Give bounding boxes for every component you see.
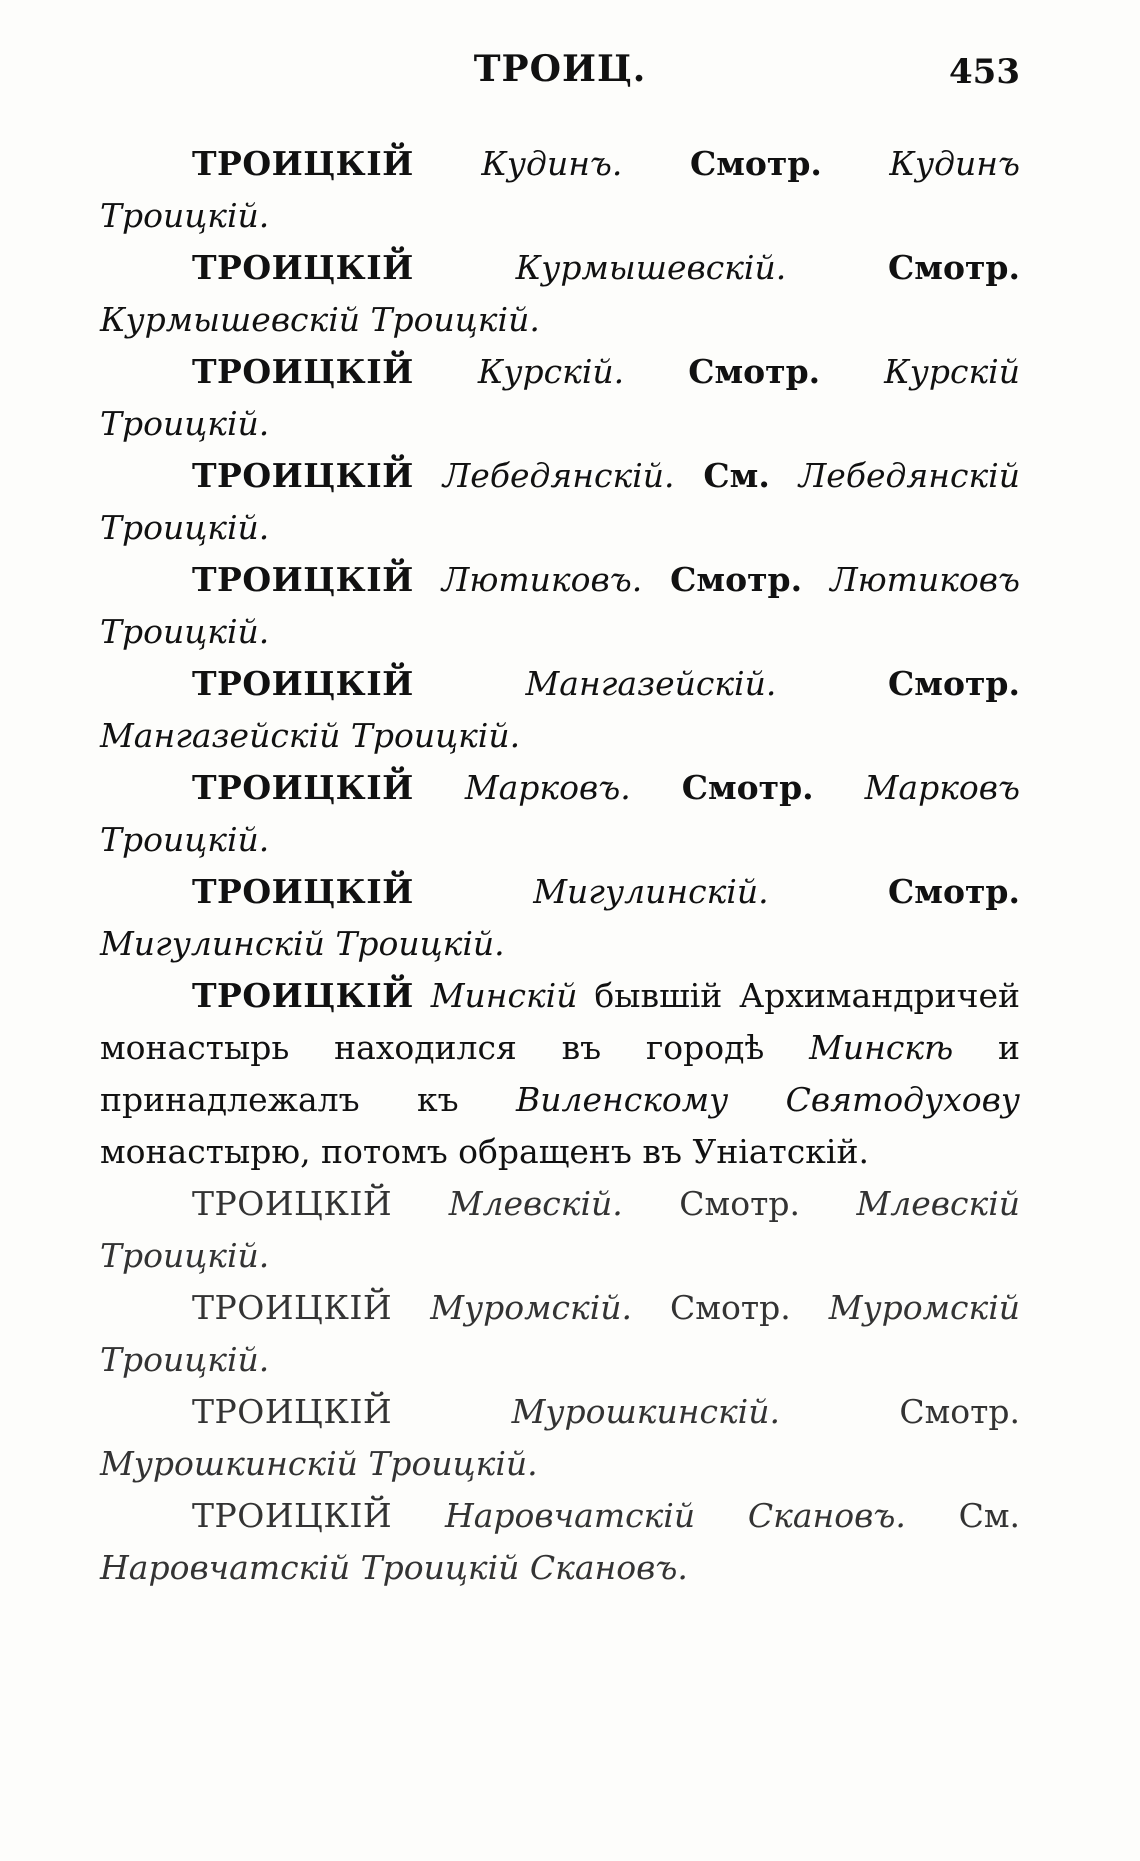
- dictionary-entry: [100, 346, 1020, 450]
- cross-reference-target: Мурошкинскій Троицкій.: [100, 1444, 538, 1483]
- entry-headword: ТРОИЦКІЙ: [192, 352, 414, 391]
- entry-headword: ТРОИЦКІЙ: [192, 1496, 393, 1535]
- running-head: [100, 48, 1020, 108]
- cross-reference-label: Смотр.: [670, 1288, 791, 1327]
- entry-text: бывшій Архимандричей монастырь находился въ городѣ: [100, 976, 1020, 1067]
- entry-name: Кудинъ.: [481, 144, 623, 183]
- cross-reference-label: Смотр.: [888, 872, 1020, 911]
- cross-reference-label: Смотр.: [688, 352, 821, 391]
- entry-headword: ТРОИЦКІЙ: [192, 768, 414, 807]
- cross-reference-label: См.: [958, 1496, 1021, 1535]
- entry-name: Курмышевскій.: [515, 248, 787, 287]
- entry-name: Лебедянскій.: [442, 456, 675, 495]
- entry-name: Мигулинскій.: [533, 872, 769, 911]
- entry-headword: ТРОИЦКІЙ: [192, 144, 414, 183]
- cross-reference-target: Млевскій Троицкій.: [100, 1184, 1021, 1275]
- entry-headword: ТРОИЦКІЙ: [192, 248, 414, 287]
- cross-reference-target: Курмышевскій Троицкій.: [100, 300, 540, 339]
- cross-reference-label: См.: [703, 456, 770, 495]
- cross-reference-label: Смотр.: [888, 248, 1020, 287]
- cross-reference-target: Наровчатскій Троицкій Скановъ.: [100, 1548, 688, 1587]
- entry-headword: ТРОИЦКІЙ: [192, 560, 414, 599]
- entry-name: Млевскій.: [448, 1184, 623, 1223]
- cross-reference-label: Смотр.: [681, 768, 814, 807]
- dictionary-entry-minsky: [100, 970, 1020, 1178]
- entry-name: Минскій: [430, 976, 578, 1015]
- dictionary-entry: [100, 658, 1020, 762]
- cross-reference-target: Лебедянскій Троицкій.: [100, 456, 1020, 547]
- entry-name: Наровчатскій Скановъ.: [444, 1496, 906, 1535]
- cross-reference-label: Смотр.: [670, 560, 803, 599]
- entry-headword: ТРОИЦКІЙ: [192, 872, 414, 911]
- dictionary-entry: [100, 1386, 1020, 1490]
- entry-name: Муромскій.: [430, 1288, 632, 1327]
- dictionary-entry: [100, 1178, 1020, 1282]
- entry-name: Курскій.: [477, 352, 625, 391]
- cross-reference-label: Смотр.: [689, 144, 822, 183]
- dictionary-entries: [100, 138, 1020, 1594]
- entry-name: Марковъ.: [464, 768, 631, 807]
- running-head-title: ТРОИЦ.: [473, 48, 647, 90]
- dictionary-entry: [100, 866, 1020, 970]
- entry-headword: ТРОИЦКІЙ: [192, 1392, 393, 1431]
- entry-name: Мурошкинскій.: [511, 1392, 780, 1431]
- entry-headword: ТРОИЦКІЙ: [192, 664, 414, 703]
- cross-reference-target: Кудинъ Троицкій.: [100, 144, 1020, 235]
- entry-headword: ТРОИЦКІЙ: [192, 976, 414, 1015]
- entry-place: Минскѣ: [809, 1028, 954, 1067]
- cross-reference-label: Смотр.: [679, 1184, 800, 1223]
- dictionary-entry: [100, 762, 1020, 866]
- entry-name: Лютиковъ.: [441, 560, 643, 599]
- cross-reference-target: Лютиковъ Троицкій.: [100, 560, 1021, 651]
- dictionary-entry: [100, 1490, 1020, 1594]
- entry-name: Мангазейскій.: [525, 664, 777, 703]
- entry-headword: ТРОИЦКІЙ: [192, 1288, 393, 1327]
- cross-reference-label: Смотр.: [888, 664, 1020, 703]
- cross-reference-target: Муромскій Троицкій.: [100, 1288, 1020, 1379]
- entry-monastery: Виленскому Святодухову: [515, 1080, 1021, 1119]
- entry-headword: ТРОИЦКІЙ: [192, 1184, 393, 1223]
- cross-reference-target: Курскій Троицкій.: [100, 352, 1020, 443]
- dictionary-entry: [100, 138, 1020, 242]
- page-number: 453: [949, 52, 1020, 92]
- entry-text: и принадлежалъ къ: [100, 1028, 1021, 1119]
- entry-headword: ТРОИЦКІЙ: [192, 456, 414, 495]
- cross-reference-target: Мигулинскій Троицкій.: [100, 924, 505, 963]
- dictionary-entry: [100, 1282, 1020, 1386]
- cross-reference-label: Смотр.: [899, 1392, 1020, 1431]
- cross-reference-target: Марковъ Троицкій.: [100, 768, 1021, 859]
- dictionary-entry: [100, 554, 1020, 658]
- dictionary-entry: [100, 242, 1020, 346]
- entry-text: монастырю, потомъ обращенъ въ Уніатскій.: [100, 1132, 869, 1171]
- dictionary-entry: [100, 450, 1020, 554]
- cross-reference-target: Мангазейскій Троицкій.: [100, 716, 521, 755]
